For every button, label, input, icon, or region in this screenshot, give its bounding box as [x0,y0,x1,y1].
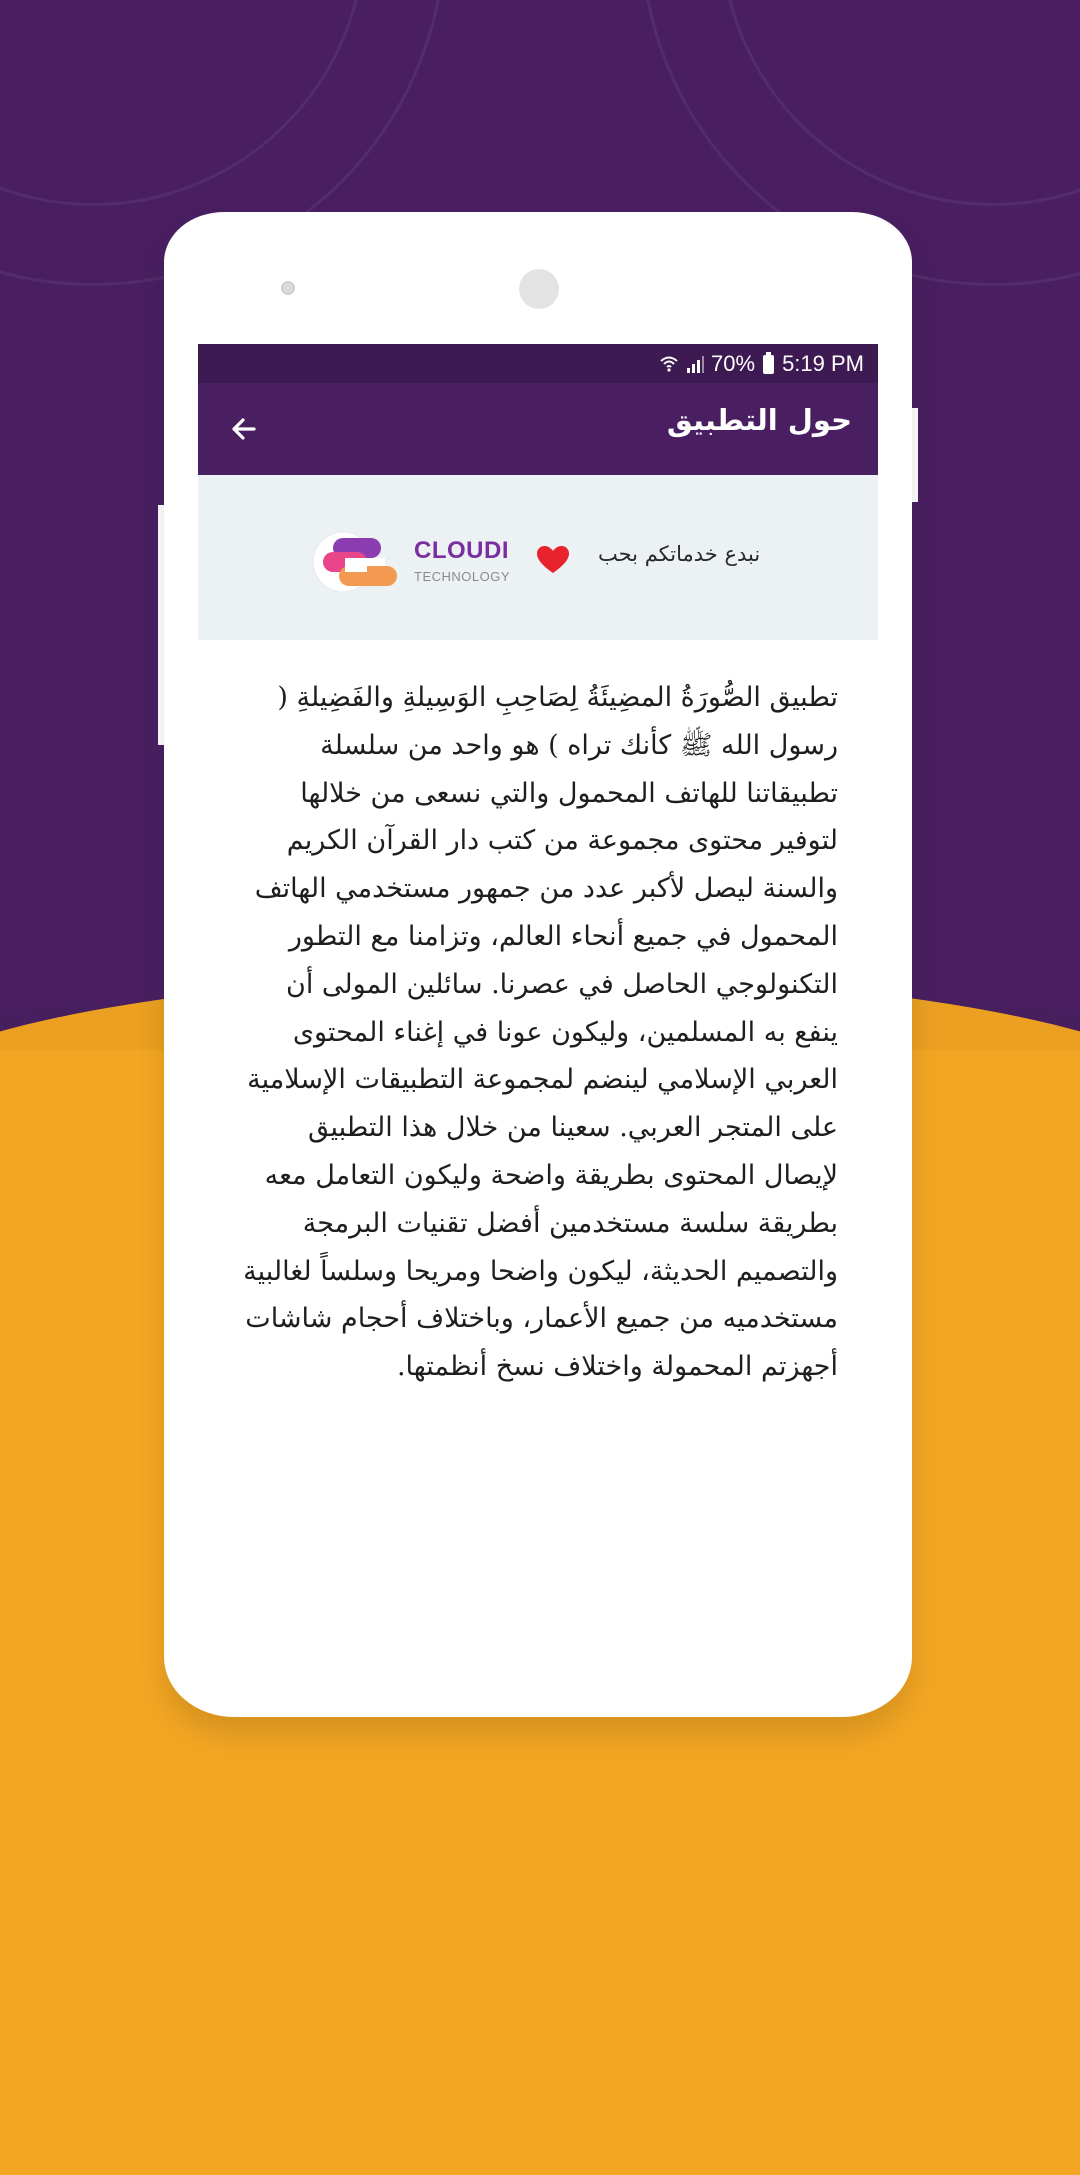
phone-sensor [281,281,295,295]
phone-camera [519,269,559,309]
status-bar [198,344,878,383]
phone-screen [198,344,878,1614]
wifi-icon [659,354,679,374]
status-time: 5:19 PM [782,351,864,376]
heart-icon [536,545,570,575]
about-description: تطبيق الصُّورَةُ المضِيئَةُ لِصَاحِبِ الوَسِيلةِ والفَضِيلةِ ( رسول الله ﷺ كأنك تراه ) هو واحد من سلسلة تطبيقاتنا للهاتف المحمول والتي نسعى من خلالها لتوفير محتوى مجموعة من كتب دار القرآن الكريم والسنة ليصل لأكبر عدد من جمهور مستخدمي الهاتف المحمول في جميع أنحاء العالم، وتزامنا مع التطور التكنولوجي الحاصل في عصرنا. سائلين المولى أن ينفع به المسلمين، وليكون عونا في إغناء المحتوى العربي الإسلامي لينضم لمجموعة التطبيقات الإسلامية على المتجر العربي. سعينا من خلال هذا التطبيق لإيصال المحتوى بطريقة واضحة وليكون التعامل معه بطريقة سلسة مستخدمين أفضل تقنيات البرمجة والتصميم الحديثة، ليكون واضحا ومريحا وسلساً لغالبية مستخدميه من جميع الأعمار، وباختلاف أحجام شاشات أجهزتم المحمولة واختلاف نسخ أنظمتها. [243,682,838,1383]
page-title: حول التطبيق [666,403,852,437]
phone-side-button [912,408,918,502]
arrow-left-icon [224,409,264,449]
back-button[interactable] [224,409,264,449]
company-banner [198,475,878,640]
logo-name: CLOUDI [414,537,509,564]
logo-subtitle: TECHNOLOGY [414,569,511,584]
phone-frame [164,212,912,1717]
status-items [659,351,864,377]
battery-percent: 70% [711,351,756,376]
cloudi-logo-icon [311,530,401,594]
banner-tagline: نبدع خدماتكم بحب [598,542,761,566]
signal-icon [685,354,705,374]
battery-icon [763,355,774,374]
app-bar [198,383,878,475]
